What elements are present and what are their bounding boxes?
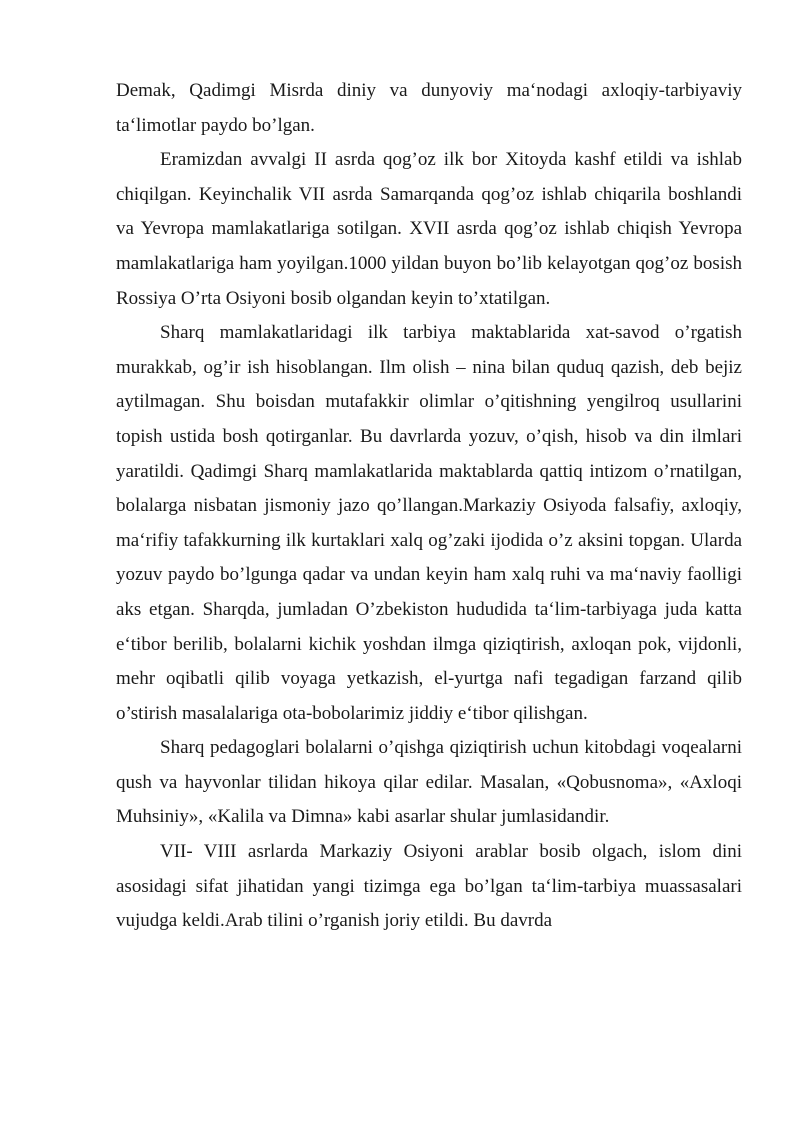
paragraph-egypt-conclusion: Demak, Qadimgi Misrda diniy va dunyoviy ma‘nodagi axloqiy-tarbiyaviy ta‘limotlar paydo bo’lgan.: [116, 80, 742, 136]
paragraph-arab-conquest: VII- VIII asrlarda Markaziy Osiyoni arablar bosib olgach, islom dini asosidagi sifat jihatidan yangi tizimga ega bo’lgan ta‘lim-tarbiya muassasalari vujudga keldi.Arab tilini o’rganish joriy etildi. Bu davrda: [116, 841, 742, 932]
paragraph-eastern-schools: Sharq mamlakatlaridagi ilk tarbiya maktablarida xat-savod o’rgatish murakkab, og’ir ish hisoblangan. Ilm olish – nina bilan quduq qazish, deb bejiz aytilmagan. Shu boisdan mutafakkir olimlar o’qitishning yengilroq usullarini topish ustida bosh qotirganlar. Bu davrlarda yozuv, o’qish, hisob va din ilmlari yaratildi. Qadimgi Sharq mamlakatlarida maktablarda qattiq intizom o’rnatilgan, bolalarga nisbatan jismoniy jazo qo’llangan.Markaziy Osiyoda falsafiy, axloqiy, ma‘rifiy tafakkurning ilk kurtaklari xalq og’zaki ijodida o’z aksini topgan. Ularda yozuv paydo bo’lgunga qadar va undan keyin ham xalq ruhi va ma‘naviy faolligi aks etgan. Sharqda, jumladan O’zbekiston hududida ta‘lim-tarbiyaga juda katta e‘tibor berilib, bolalarni kichik yoshdan ilmga qiziqtirish, axloqan pok, vijdonli, mehr oqibatli qilib voyaga yetkazish, el-yurtga nafi tegadigan farzand qilib o’stirish masalalariga ota-bobolarimiz jiddiy e‘tibor qilishgan.: [116, 322, 742, 724]
paragraph-eastern-pedagogues: Sharq pedagoglari bolalarni o’qishga qiziqtirish uchun kitobdagi voqealarni qush va hayvonlar tilidan hikoya qilar edilar. Masalan, «Qobusnoma», «Axloqi Muhsiniy», «Kalila va Dimna» kabi asarlar shular jumlasidandir.: [116, 737, 742, 828]
paragraph-paper-history: Eramizdan avvalgi II asrda qog’oz ilk bor Xitoyda kashf etildi va ishlab chiqilgan. Keyinchalik VII asrda Samarqanda qog’oz ishlab chiqarila boshlandi va Yevropa mamlakatlariga sotilgan. XVII asrda qog’oz ishlab chiqish Yevropa mamlakatlariga ham yoyilgan.1000 yildan buyon bo’lib kelayotgan qog’oz bosish Rossiya O’rta Osiyoni bosib olgandan keyin to’xtatilgan.: [116, 149, 742, 309]
document-page: [116, 74, 742, 939]
